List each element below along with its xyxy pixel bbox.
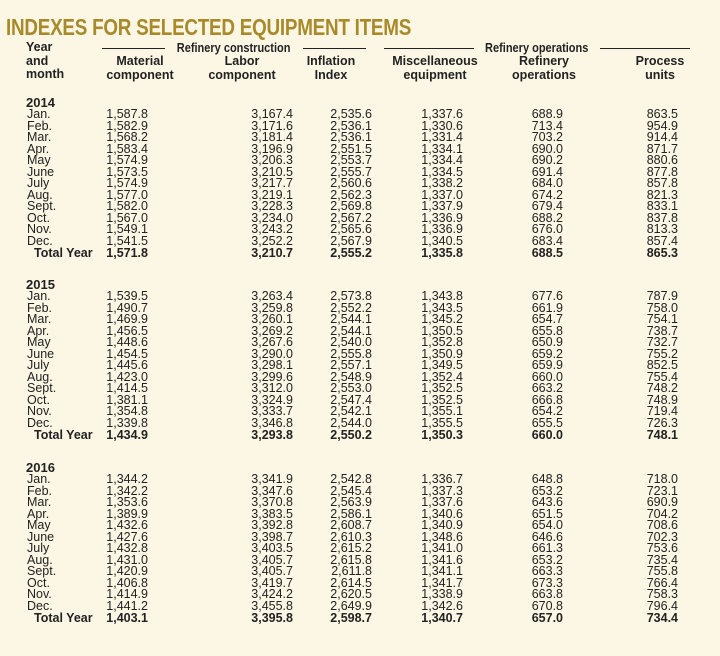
month-label: Dec. bbox=[27, 233, 53, 248]
table-cell: 1,431.0 bbox=[106, 552, 148, 567]
table-cell: 3,206.3 bbox=[251, 153, 293, 167]
month-label: Feb. bbox=[27, 300, 53, 315]
table-cell: 1,340.6 bbox=[421, 506, 463, 521]
month-label: Sept. bbox=[27, 564, 57, 578]
table-cell: 3,346.8 bbox=[251, 415, 293, 430]
table-cell: 857.8 bbox=[646, 176, 678, 190]
table-cell: 3,424.2 bbox=[251, 587, 293, 601]
table-cell: 1,567.0 bbox=[106, 210, 148, 225]
table-cell: 3,210.5 bbox=[251, 164, 293, 179]
table-cell: 1,381.1 bbox=[106, 392, 148, 407]
month-label: Aug. bbox=[27, 187, 53, 202]
table-cell: 2,544.0 bbox=[330, 415, 372, 430]
total-year-label: Total Year bbox=[34, 246, 93, 260]
table-cell: 1,587.8 bbox=[106, 107, 148, 121]
table-cell: 1,341.6 bbox=[421, 552, 463, 567]
month-label: Feb. bbox=[27, 483, 53, 498]
table-cell: 2,542.8 bbox=[330, 472, 372, 486]
table-cell: 1,355.1 bbox=[421, 404, 463, 418]
table-cell: 1,352.4 bbox=[421, 369, 463, 384]
table-cell: 877.8 bbox=[646, 164, 678, 179]
table-cell: 2,560.6 bbox=[330, 176, 372, 190]
table-cell: 1,583.4 bbox=[106, 141, 148, 156]
table-cell: 748.9 bbox=[646, 392, 678, 407]
table-cell: 738.7 bbox=[646, 323, 678, 338]
table-cell: 653.2 bbox=[531, 483, 563, 498]
table-cell: 655.8 bbox=[531, 323, 563, 338]
month-label: July bbox=[27, 358, 50, 372]
table-cell: 3,333.7 bbox=[251, 404, 293, 418]
table-cell: 753.6 bbox=[646, 541, 678, 555]
table-cell: 3,398.7 bbox=[251, 529, 293, 544]
table-cell: 718.0 bbox=[646, 472, 678, 486]
table-cell: 758.0 bbox=[646, 300, 678, 315]
total-cell: 1,335.8 bbox=[421, 246, 463, 260]
table-cell: 3,181.4 bbox=[251, 130, 293, 144]
table-cell: 661.3 bbox=[531, 541, 563, 555]
table-cell: 1,350.5 bbox=[421, 323, 463, 338]
table-cell: 2,569.8 bbox=[330, 199, 372, 213]
month-label: Feb. bbox=[27, 118, 53, 133]
table-cell: 3,405.7 bbox=[251, 564, 293, 578]
table-cell: 3,419.7 bbox=[251, 575, 293, 590]
table-cell: 663.8 bbox=[531, 587, 563, 601]
table-cell: 755.4 bbox=[646, 369, 678, 384]
table-cell: 3,243.2 bbox=[251, 222, 293, 236]
table-cell: 1,432.8 bbox=[106, 541, 148, 555]
table-cell: 755.8 bbox=[646, 564, 678, 578]
table-cell: 659.9 bbox=[531, 358, 563, 372]
table-cell: 1,336.9 bbox=[421, 210, 463, 225]
total-cell: 657.0 bbox=[531, 611, 563, 625]
table-cell: 1,334.4 bbox=[421, 153, 463, 167]
header-inflation-index: Inflation Index bbox=[306, 54, 356, 82]
table-cell: 1,341.0 bbox=[421, 541, 463, 555]
month-label: Mar. bbox=[27, 495, 52, 509]
table-cell: 1,352.5 bbox=[421, 392, 463, 407]
table-cell: 2,544.1 bbox=[330, 323, 372, 338]
table-cell: 646.6 bbox=[531, 529, 563, 544]
total-year-label: Total Year bbox=[34, 428, 93, 442]
month-label: May bbox=[27, 335, 51, 349]
table-cell: 2,562.3 bbox=[330, 187, 372, 202]
table-cell: 3,252.2 bbox=[251, 233, 293, 248]
table-cell: 1,573.5 bbox=[106, 164, 148, 179]
table-cell: 1,432.6 bbox=[106, 518, 148, 532]
table-cell: 1,448.6 bbox=[106, 335, 148, 349]
table-cell: 2,536.1 bbox=[330, 130, 372, 144]
month-label: Jan. bbox=[27, 289, 51, 303]
table-cell: 3,324.9 bbox=[251, 392, 293, 407]
month-label: Apr. bbox=[27, 506, 50, 521]
table-cell: 3,196.9 bbox=[251, 141, 293, 156]
table-cell: 1,582.9 bbox=[106, 118, 148, 133]
table-cell: 650.9 bbox=[531, 335, 563, 349]
table-cell: 703.2 bbox=[531, 130, 563, 144]
month-label: Nov. bbox=[27, 222, 52, 236]
table-cell: 796.4 bbox=[646, 598, 678, 613]
table-cell: 1,342.6 bbox=[421, 598, 463, 613]
table-cell: 2,565.6 bbox=[330, 222, 372, 236]
table-cell: 2,553.7 bbox=[330, 153, 372, 167]
table-cell: 670.8 bbox=[531, 598, 563, 613]
table-cell: 3,217.7 bbox=[251, 176, 293, 190]
table-cell: 1,414.5 bbox=[106, 381, 148, 395]
table-cell: 676.0 bbox=[531, 222, 563, 236]
table-cell: 3,228.3 bbox=[251, 199, 293, 213]
table-cell: 2,620.5 bbox=[330, 587, 372, 601]
table-cell: 1,355.5 bbox=[421, 415, 463, 430]
table-cell: 2,610.3 bbox=[330, 529, 372, 544]
table-cell: 3,298.1 bbox=[251, 358, 293, 372]
table-cell: 1,352.5 bbox=[421, 381, 463, 395]
table-cell: 688.2 bbox=[531, 210, 563, 225]
total-cell: 688.5 bbox=[531, 246, 563, 260]
table-cell: 2,547.4 bbox=[330, 392, 372, 407]
table-cell: 708.6 bbox=[646, 518, 678, 532]
table-cell: 691.4 bbox=[531, 164, 563, 179]
table-cell: 1,420.9 bbox=[106, 564, 148, 578]
month-label: Sept. bbox=[27, 381, 57, 395]
month-label: June bbox=[27, 164, 55, 179]
table-cell: 3,299.6 bbox=[251, 369, 293, 384]
table-cell: 655.5 bbox=[531, 415, 563, 430]
table-cell: 1,343.8 bbox=[421, 289, 463, 303]
table-cell: 2,608.7 bbox=[330, 518, 372, 532]
month-label: Dec. bbox=[27, 598, 53, 613]
month-label: Nov. bbox=[27, 404, 52, 418]
table-cell: 663.2 bbox=[531, 381, 563, 395]
table-cell: 684.0 bbox=[531, 176, 563, 190]
table-cell: 704.2 bbox=[646, 506, 678, 521]
table-cell: 837.8 bbox=[646, 210, 678, 225]
table-cell: 3,312.0 bbox=[251, 381, 293, 395]
table-cell: 674.2 bbox=[531, 187, 563, 202]
header-refinery-operations: Refinery operations bbox=[512, 54, 576, 82]
table-cell: 3,260.1 bbox=[251, 312, 293, 326]
month-label: Aug. bbox=[27, 369, 53, 384]
table-cell: 2,555.8 bbox=[330, 346, 372, 361]
month-label: Mar. bbox=[27, 312, 52, 326]
table-cell: 653.2 bbox=[531, 552, 563, 567]
month-label: Aug. bbox=[27, 552, 53, 567]
table-cell: 755.2 bbox=[646, 346, 678, 361]
table-cell: 1,349.5 bbox=[421, 358, 463, 372]
total-cell: 660.0 bbox=[531, 428, 563, 442]
total-cell: 1,350.3 bbox=[421, 428, 463, 442]
total-cell: 3,395.8 bbox=[251, 611, 293, 625]
table-cell: 673.3 bbox=[531, 575, 563, 590]
table-cell: 679.4 bbox=[531, 199, 563, 213]
table-cell: 766.4 bbox=[646, 575, 678, 590]
month-label: May bbox=[27, 518, 51, 532]
table-cell: 1,406.8 bbox=[106, 575, 148, 590]
table-cell: 754.1 bbox=[646, 312, 678, 326]
table-cell: 659.2 bbox=[531, 346, 563, 361]
table-cell: 1,549.1 bbox=[106, 222, 148, 236]
group-label-operations: Refinery operations bbox=[485, 41, 589, 55]
table-cell: 1,456.5 bbox=[106, 323, 148, 338]
table-cell: 1,348.6 bbox=[421, 529, 463, 544]
month-label: Apr. bbox=[27, 323, 50, 338]
table-cell: 3,405.7 bbox=[251, 552, 293, 567]
page-title: INDEXES FOR SELECTED EQUIPMENT ITEMS bbox=[6, 14, 412, 40]
table-cell: 643.6 bbox=[531, 495, 563, 509]
table-cell: 3,259.8 bbox=[251, 300, 293, 315]
table-cell: 2,552.2 bbox=[330, 300, 372, 315]
table-cell: 2,542.1 bbox=[330, 404, 372, 418]
table-cell: 3,403.5 bbox=[251, 541, 293, 555]
table-cell: 2,611.8 bbox=[331, 564, 372, 578]
table-cell: 1,337.0 bbox=[421, 187, 463, 202]
table-cell: 1,341.7 bbox=[421, 575, 463, 590]
table-cell: 3,263.4 bbox=[251, 289, 293, 303]
table-cell: 1,338.2 bbox=[421, 176, 463, 190]
table-cell: 3,219.1 bbox=[251, 187, 293, 202]
table-cell: 2,649.9 bbox=[330, 598, 372, 613]
table-cell: 1,568.2 bbox=[106, 130, 148, 144]
table-cell: 683.4 bbox=[531, 233, 563, 248]
table-cell: 1,337.9 bbox=[421, 199, 463, 213]
table-cell: 2,540.0 bbox=[330, 335, 372, 349]
table-cell: 1,445.6 bbox=[106, 358, 148, 372]
table-cell: 648.8 bbox=[531, 472, 563, 486]
table-cell: 651.5 bbox=[531, 506, 563, 521]
table-cell: 690.9 bbox=[646, 495, 678, 509]
header-material-component: Material component bbox=[106, 54, 174, 82]
table-cell: 3,267.6 bbox=[251, 335, 293, 349]
table-cell: 2,548.9 bbox=[330, 369, 372, 384]
month-label: Oct. bbox=[27, 210, 50, 225]
table-cell: 1,539.5 bbox=[106, 289, 148, 303]
table-cell: 677.6 bbox=[531, 289, 563, 303]
table-cell: 663.3 bbox=[531, 564, 563, 578]
total-year-label: Total Year bbox=[34, 611, 93, 625]
table-cell: 3,341.9 bbox=[251, 472, 293, 486]
table-cell: 1,354.8 bbox=[106, 404, 148, 418]
table-cell: 821.3 bbox=[646, 187, 678, 202]
total-year-row bbox=[0, 430, 720, 442]
table-cell: 748.2 bbox=[646, 381, 678, 395]
table-cell: 2,551.5 bbox=[330, 141, 372, 156]
total-year-row bbox=[0, 248, 720, 260]
table-cell: 3,347.6 bbox=[251, 483, 293, 498]
table-cell: 2,567.2 bbox=[330, 210, 372, 225]
month-label: July bbox=[27, 176, 50, 190]
table-cell: 1,337.6 bbox=[421, 495, 463, 509]
table-cell: 1,541.5 bbox=[106, 233, 148, 248]
table-cell: 3,383.5 bbox=[251, 506, 293, 521]
table-cell: 1,341.1 bbox=[421, 564, 463, 578]
total-cell: 865.3 bbox=[646, 246, 678, 260]
table-cell: 2,545.4 bbox=[330, 483, 372, 498]
table-cell: 2,555.7 bbox=[330, 164, 372, 179]
table-cell: 654.7 bbox=[531, 312, 563, 326]
table-cell: 1,338.9 bbox=[421, 587, 463, 601]
month-label: Oct. bbox=[27, 575, 50, 590]
month-label: Jan. bbox=[27, 107, 51, 121]
table-cell: 1,330.6 bbox=[421, 118, 463, 133]
total-cell: 3,293.8 bbox=[251, 428, 293, 442]
table-cell: 702.3 bbox=[646, 529, 678, 544]
total-year-row bbox=[0, 613, 720, 625]
table-cell: 758.3 bbox=[646, 587, 678, 601]
header-year-month: Year and month bbox=[26, 40, 65, 81]
group-label-construction: Refinery construction bbox=[177, 41, 291, 55]
table-cell: 2,615.8 bbox=[330, 552, 372, 567]
month-label: June bbox=[27, 529, 55, 544]
table-cell: 726.3 bbox=[646, 415, 678, 430]
table-cell: 3,171.6 bbox=[251, 118, 293, 133]
table-cell: 3,290.0 bbox=[251, 346, 293, 361]
table-cell: 852.5 bbox=[646, 358, 678, 372]
table-cell: 688.9 bbox=[531, 107, 563, 121]
table-cell: 2,573.8 bbox=[330, 289, 372, 303]
table-cell: 666.8 bbox=[531, 392, 563, 407]
month-label: Oct. bbox=[27, 392, 50, 407]
month-label: Sept. bbox=[27, 199, 57, 213]
table-cell: 1,342.2 bbox=[106, 483, 148, 498]
header-process-units: Process units bbox=[635, 54, 685, 82]
table-cell: 1,469.9 bbox=[106, 312, 148, 326]
table-cell: 719.4 bbox=[646, 404, 678, 418]
table-cell: 1,334.1 bbox=[421, 141, 463, 156]
table-cell: 1,454.5 bbox=[106, 346, 148, 361]
year-heading: 2014 bbox=[26, 95, 55, 110]
table-cell: 871.7 bbox=[646, 141, 678, 156]
table-cell: 1,331.4 bbox=[421, 130, 463, 144]
group-header-operations bbox=[384, 41, 690, 55]
table-cell: 2,615.2 bbox=[330, 541, 372, 555]
table-cell: 1,350.9 bbox=[421, 346, 463, 361]
table-cell: 660.0 bbox=[531, 369, 563, 384]
total-cell: 1,340.7 bbox=[421, 611, 463, 625]
table-cell: 1,574.9 bbox=[106, 153, 148, 167]
table-cell: 863.5 bbox=[646, 107, 678, 121]
table-cell: 1,423.0 bbox=[106, 369, 148, 384]
table-cell: 1,336.9 bbox=[421, 222, 463, 236]
total-cell: 734.4 bbox=[646, 611, 678, 625]
month-label: Apr. bbox=[27, 141, 50, 156]
table-cell: 3,269.2 bbox=[251, 323, 293, 338]
month-label: June bbox=[27, 346, 55, 361]
table-cell: 1,334.5 bbox=[421, 164, 463, 179]
table-cell: 3,455.8 bbox=[251, 598, 293, 613]
total-cell: 2,598.7 bbox=[330, 611, 372, 625]
table-cell: 2,557.1 bbox=[330, 358, 372, 372]
table-cell: 1,389.9 bbox=[106, 506, 148, 521]
table-cell: 857.4 bbox=[646, 233, 678, 248]
table-cell: 661.9 bbox=[531, 300, 563, 315]
month-label: July bbox=[27, 541, 50, 555]
total-cell: 748.1 bbox=[646, 428, 678, 442]
table-cell: 723.1 bbox=[646, 483, 678, 498]
table-cell: 2,535.6 bbox=[330, 107, 372, 121]
table-cell: 654.0 bbox=[531, 518, 563, 532]
month-label: Mar. bbox=[27, 130, 52, 144]
table-cell: 2,614.5 bbox=[330, 575, 372, 590]
table-cell: 1,414.9 bbox=[106, 587, 148, 601]
total-cell: 1,403.1 bbox=[106, 611, 148, 625]
table-cell: 1,344.2 bbox=[106, 472, 148, 486]
month-label: May bbox=[27, 153, 51, 167]
table-cell: 690.0 bbox=[531, 141, 563, 156]
table-cell: 3,392.8 bbox=[251, 518, 293, 532]
total-cell: 1,571.8 bbox=[106, 246, 148, 260]
table-cell: 735.4 bbox=[646, 552, 678, 567]
table-cell: 1,427.6 bbox=[106, 529, 148, 544]
table-cell: 1,339.8 bbox=[106, 415, 148, 430]
table-cell: 2,536.1 bbox=[330, 118, 372, 133]
header-misc-equipment: Miscellaneous equipment bbox=[392, 54, 478, 82]
table-cell: 1,441.2 bbox=[106, 598, 148, 613]
table-cell: 690.2 bbox=[531, 153, 563, 167]
table-cell: 713.4 bbox=[531, 118, 563, 133]
month-label: Nov. bbox=[27, 587, 52, 601]
table-cell: 1,340.5 bbox=[421, 233, 463, 248]
table-cell: 1,577.0 bbox=[106, 187, 148, 202]
table-cell: 880.6 bbox=[646, 153, 678, 167]
table-cell: 1,337.3 bbox=[421, 483, 463, 498]
table-cell: 2,563.9 bbox=[330, 495, 372, 509]
table-cell: 1,490.7 bbox=[106, 300, 148, 315]
table-cell: 813.3 bbox=[646, 222, 678, 236]
table-cell: 1,345.2 bbox=[421, 312, 463, 326]
table-cell: 1,340.9 bbox=[421, 518, 463, 532]
table-cell: 1,343.5 bbox=[421, 300, 463, 315]
table-cell: 1,582.0 bbox=[106, 199, 148, 213]
table-cell: 3,370.8 bbox=[251, 495, 293, 509]
table-cell: 3,167.4 bbox=[251, 107, 293, 121]
month-label: Jan. bbox=[27, 472, 51, 486]
table-cell: 3,234.0 bbox=[251, 210, 293, 225]
table-cell: 787.9 bbox=[646, 289, 678, 303]
table-cell: 1,353.6 bbox=[106, 495, 148, 509]
table-cell: 833.1 bbox=[646, 199, 678, 213]
year-heading: 2016 bbox=[26, 460, 55, 475]
table-cell: 2,586.1 bbox=[330, 506, 372, 521]
table-cell: 732.7 bbox=[646, 335, 678, 349]
total-cell: 2,550.2 bbox=[330, 428, 372, 442]
table-cell: 954.9 bbox=[646, 118, 678, 133]
month-label: Dec. bbox=[27, 415, 53, 430]
table-cell: 914.4 bbox=[646, 130, 678, 144]
header-labor-component: Labor component bbox=[208, 54, 276, 82]
group-header-construction bbox=[102, 41, 366, 55]
table-cell: 2,567.9 bbox=[330, 233, 372, 248]
total-cell: 2,555.2 bbox=[330, 246, 372, 260]
table-cell: 1,574.9 bbox=[106, 176, 148, 190]
table-cell: 1,337.6 bbox=[421, 107, 463, 121]
table-cell: 1,336.7 bbox=[421, 472, 463, 486]
table-cell: 654.2 bbox=[531, 404, 563, 418]
table-cell: 2,553.0 bbox=[330, 381, 372, 395]
year-heading: 2015 bbox=[26, 277, 55, 292]
table-cell: 2,544.1 bbox=[330, 312, 372, 326]
table-cell: 1,352.8 bbox=[421, 335, 463, 349]
total-cell: 3,210.7 bbox=[251, 246, 293, 260]
total-cell: 1,434.9 bbox=[106, 428, 148, 442]
